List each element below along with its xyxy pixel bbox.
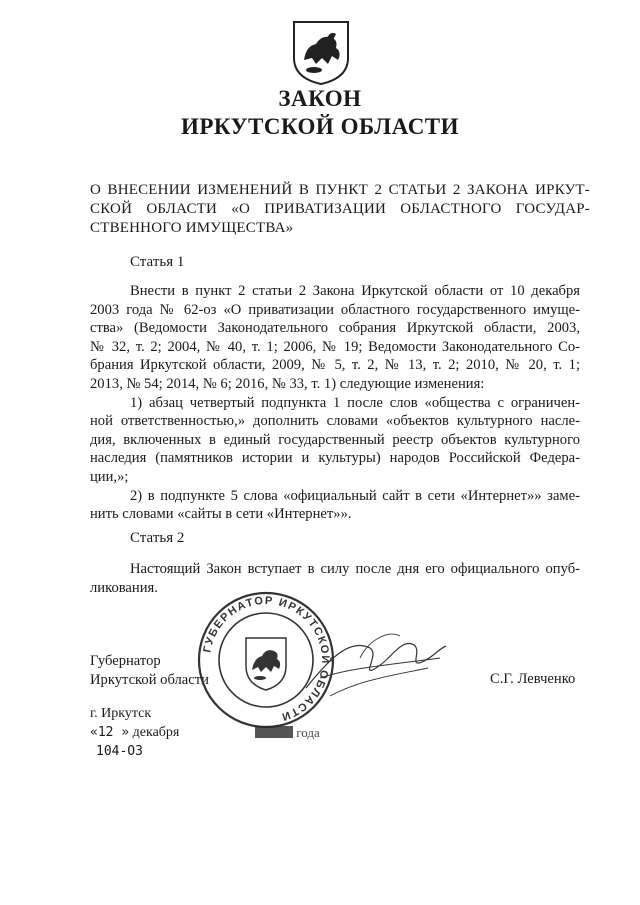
- handwritten-signature-icon: [300, 618, 450, 708]
- article-1-line: наследия (памятников истории и культуры) народов Российской Федера-: [90, 450, 580, 467]
- article-1-line: ства» (Ведомости Законодательного собрания Иркутской области, 2003,: [90, 320, 580, 337]
- article-1-line: 1) абзац четвертый подпункта 1 после слов «общества с ограничен-: [130, 394, 580, 411]
- law-title-line1: ЗАКОН: [278, 86, 362, 111]
- article-1-line: 2) в подпункте 5 слова «официальный сайт в сети «Интернет»» заме-: [130, 487, 580, 504]
- signatory-name: С.Г. Левченко: [490, 671, 576, 687]
- article-1-line: 2003 года № 62-оз «О приватизации областного государственного имуще-: [90, 301, 580, 318]
- law-number: 104-ОЗ: [96, 744, 143, 759]
- city: г. Иркутск: [90, 706, 152, 721]
- law-subject: [90, 181, 590, 238]
- article-2-line: Настоящий Закон вступает в силу после дня его официального опуб-: [130, 561, 580, 577]
- article-1-line: Внести в пункт 2 статьи 2 Закона Иркутской области от 10 декабря: [130, 283, 580, 299]
- subject-line: СТВЕННОГО ИМУЩЕСТВА»: [90, 220, 294, 236]
- article-2-line: ликования.: [90, 579, 158, 596]
- subject-line: СКОЙ ОБЛАСТИ «О ПРИВАТИЗАЦИИ ОБЛАСТНОГО ГОСУДАР-: [90, 201, 590, 217]
- article-1-line: брания Иркутской области, 2009, № 5, т. 2, № 13, т. 2; 2010, № 20, т. 1;: [90, 357, 580, 374]
- article-1-line: ции,»;: [90, 468, 129, 485]
- article-2-heading: Статья 2: [130, 530, 185, 546]
- date-month: декабря: [132, 725, 180, 740]
- law-meta: [90, 704, 179, 761]
- seal-text: ГУБЕРНАТОР ИРКУТСКОЙ ОБЛАСТИ: [201, 594, 332, 723]
- date-year-tail: года: [296, 725, 320, 740]
- article-1-heading: Статья 1: [130, 254, 185, 270]
- date-year-partial: [255, 725, 320, 741]
- article-1-line: дия, включенных в единый государственный реестр объектов культурного: [90, 431, 580, 448]
- law-title-line2: ИРКУТСКОЙ ОБЛАСТИ: [180, 114, 460, 139]
- signatory-position: [90, 652, 209, 689]
- irkutsk-coat-of-arms-icon: [292, 20, 350, 86]
- ink-blot: [255, 726, 293, 738]
- subject-line: О ВНЕСЕНИИ ИЗМЕНЕНИЙ В ПУНКТ 2 СТАТЬИ 2 ЗАКОНА ИРКУТ-: [90, 182, 590, 198]
- signatory-position-line1: Губернатор: [90, 653, 161, 669]
- article-1-line: нить словами «сайты в сети «Интернет»».: [90, 506, 352, 523]
- article-1-line: № 32, т. 2; 2004, № 40, т. 1; 2006, № 19; Ведомости Законодательного Со-: [90, 338, 580, 355]
- signatory-position-line2: Иркутской области: [90, 671, 209, 688]
- article-1-body: [90, 282, 580, 524]
- date-day: «12 »: [90, 725, 130, 740]
- law-date: [90, 723, 179, 742]
- article-1-line: ной ответственностью,» дополнить словами «объектов культурного насле-: [90, 413, 580, 430]
- article-1-line: 2013, № 54; 2014, № 6; 2016, № 33, т. 1) следующие изменения:: [90, 375, 485, 392]
